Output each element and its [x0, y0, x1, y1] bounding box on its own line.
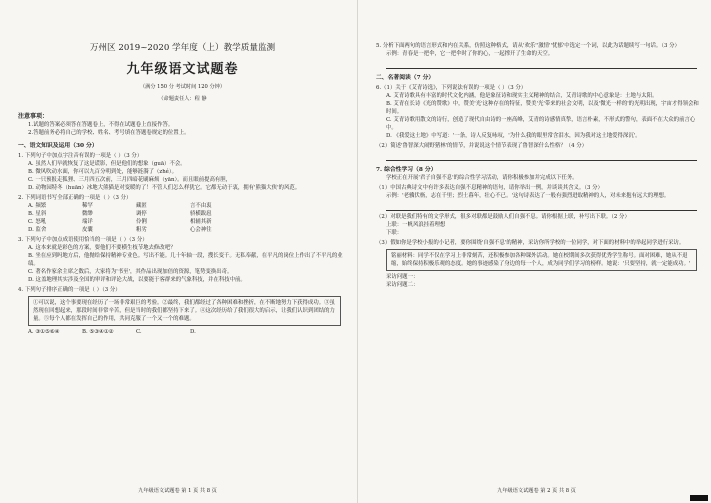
- q2-cell: [252, 202, 290, 210]
- q4-option-c: C.: [136, 329, 142, 335]
- question-3: 3. 下列句子中加点成语使用恰当的一项是（ ）（3 分）: [18, 237, 148, 243]
- q4-options: [18, 328, 347, 336]
- interview-question-2: 采访问题二：: [386, 282, 419, 288]
- q4-option-a: A. ③①⑤⑥④: [28, 329, 60, 335]
- couplet-upper: 上联：一帆风浪挂着理想: [386, 222, 446, 228]
- page-left: [0, 0, 355, 503]
- notice-item-1: 1.试题的答案必须答在答题卷上，不得在试题卷上直接作答。: [28, 122, 174, 128]
- q1-option-c: C. 一只预报走狐狸、三月四五次前，三月四暗花刷麻烦（yān）。而且眼前提高有胆，: [28, 177, 232, 183]
- q2-cell: D. 监舍: [28, 227, 47, 233]
- q4-passage-box: ①可以说，这个事要现在经历了一场非常艰巨的考验。②最终，我们都经过了各种困难和挫折，在不断地努力下获得成功。③虽然现在回想起来，那段时间非常辛苦，但是当时的我们都坚持下来了。④这次经历给了我们很大的启示，让我们认识到团结的力量。⑤每个人都在发挥自己的作用，共同克服了一个又一个的难题。: [28, 296, 341, 326]
- q2-cell: 相辅其新: [190, 219, 212, 225]
- answer-line: [386, 202, 697, 211]
- question-1: 1. 下列句子中加点字注音有误的一项是（ ）（3 分）: [18, 153, 143, 159]
- q3-option-a: A. 这本来就是彩色的方案，要他们不要横生枝节地去修改吧？: [28, 245, 176, 251]
- q2-cell: A. 频繁: [28, 203, 47, 209]
- q2-cell: 伶俐: [136, 219, 147, 225]
- q2-cell: 稀罕: [82, 203, 93, 209]
- q2-cell: C. 怒吼: [28, 219, 47, 225]
- answer-line: [386, 60, 697, 69]
- page-right: [362, 0, 711, 503]
- q2-cell: 骄横跋扈: [190, 211, 212, 217]
- q1-option-b: B. 微风吹动水面，你可以九百分明到处，能够涟漪了（zhé）。: [28, 169, 177, 175]
- q6-option-a: A. 艾青诗歌具有丰富的时代文化内涵，他是象征诗和现实主义精神的结合，艾青诗歌的中心意象是：土地与太阳。: [386, 93, 658, 99]
- question-6: 6.（1）关于《艾青诗选》，下列说法有误的一项是（ ）（3 分）: [376, 85, 527, 91]
- q6-option-c: C. 艾青诗歌用散文的诗行，创造了现代自由诗的一座高峰，艾青的诗感情真挚，语言朴素，不形式的警句，表面不在大众的前言心中。: [386, 117, 696, 131]
- q4-option-b: B. ⑤③④①②: [82, 329, 114, 335]
- couplet-lower: 下联：: [386, 230, 403, 236]
- question-4: 4. 下列句子排序正确的一项是（ ）（3 分）: [18, 287, 121, 293]
- q3-option-b: B. 坐在应到吗地方后，他抛给保持精神专业色。写出不能。几十年轴一段，搜长变千。无私奉献，在平凡的岗位上作出了不平凡的业绩。: [28, 253, 343, 267]
- q2-cell: 皮囊: [82, 227, 93, 233]
- q4-option-d: D.: [190, 329, 196, 335]
- page-divider: [357, 0, 358, 503]
- q2-cell: [252, 226, 290, 234]
- q3-option-d: D. 这盖地理其实涉及全国的审评和评论大战，以要能于客群来的气象科技，并在科技中前。: [28, 277, 246, 283]
- q2-cell: [252, 218, 290, 226]
- q7-example: 示例：'老骥伏枥，志在千里；烈士暮年，壮心不已。'这句诗表达了一般有强烈进取精神的人，对未来抱有远大的理想。: [386, 193, 670, 199]
- q2-cell: 心会神往: [190, 227, 212, 233]
- q2-cell: 调停: [136, 211, 147, 217]
- page-footer-right: 九年级语文试题卷 第 2 页 共 8 页: [497, 488, 576, 494]
- q6-option-b: B. 艾青在长诗《光的赞歌》中，赞美'光'这种存在的特征，赞美'光'带来的社会文明，以及'微光一样的'的光明出现，宇宙才得领会和时间。: [386, 101, 699, 115]
- q6-option-d: D. 《我爱这土地》中写道：'一条，诗人反复咏叹，'为什么我的眼里常含泪水，因为我对这土地爱得深沉'。: [386, 133, 641, 139]
- answer-line: [386, 152, 697, 161]
- notice-heading: 注意事项：: [18, 113, 49, 120]
- q2-cell: 粗劣: [136, 227, 147, 233]
- exam-header: 万州区 2019~2020 学年度（上）教学质量监测: [89, 43, 276, 53]
- exam-meta-2: （命题责任人：程 静: [158, 96, 207, 102]
- question-6-part-2: （2）简述'鲁智深大闹野猪林'的情节，并说说这个情节表现了鲁智深什么性格？（4 分）: [376, 143, 587, 149]
- question-7-part-3: （3）假如你是学校小报的小记者，要你围绕'自强不息'的精神，采访你所学校的一位同学，对下面的材料中的举起同学进行采访。: [376, 240, 685, 246]
- q2-cell: [252, 210, 290, 218]
- q7-material-box: 铭丽材料：同学不仅在学习上非常刻苦，还积极参加各种课外活动。她在校期间多次获得优秀学生称号。面对困难，她从不退缩，始终保持积极乐观的态度。她的事迹感染了身边的每一个人，成为同学们学习的榜样。她说：'只要坚持，就一定能成功。': [386, 249, 697, 271]
- q2-cell: 微缈: [82, 211, 93, 217]
- question-7-part-2: （2）对联是我们特有的文学形式，很多对联都是鼓励人们自强不息。请你根据上联，补写出下联。（2 分）: [376, 214, 630, 220]
- question-7-part-1: （1）中国古典诗文中有许多表达自强不息精神的语句，请你举出一例，并谈谈其含义。（3 分）: [376, 185, 603, 191]
- q3-option-c: C. 著名作家余主席之数后，大家将为'书至'，其作品出现加倍的资源，笔势变换出奇。: [28, 269, 233, 275]
- q1-option-d: D. 动物园特冬（huān）冰地大熊猫是对变暖的了！不管人们怎么样犹它。它都无动于衷，拥有'熊猫大侠'的风范。: [28, 185, 301, 191]
- q2-cell: 端详: [82, 219, 93, 225]
- interview-question-1: 采访问题一：: [386, 274, 419, 280]
- section-3-heading: 7. 综合性学习（8 分）: [376, 167, 437, 173]
- q2-cell: 言不由衷: [190, 203, 212, 209]
- page-footer-left: 九年级语文试题卷 第 1 页 共 8 页: [138, 488, 217, 494]
- q2-cell: B. 星斜: [28, 211, 47, 217]
- q5-example: 示例：青春是一把伞，它一把伞时了你的心，一起撑开了生命的天空。: [386, 51, 554, 57]
- q1-option-a: A. 虽然人们早就恢复了这是谎影，但是他们的想象（guā）不会。: [28, 161, 186, 167]
- question-5: 5. 分析下面两句的语言形式和内在关系，仿照这种格式，请从'欢乐''激情''忧郁'中选定一个词，以此为话题续写一句话。（3 分）: [376, 43, 680, 49]
- exam-title: 九年级语文试题卷: [126, 62, 239, 77]
- corner-mark: [690, 495, 708, 501]
- section-2-heading: 二、名著阅读（7 分）: [376, 75, 435, 81]
- q2-cell: 藏匿: [136, 203, 147, 209]
- q7-intro: 学校正在开展'君子自强不息'的综合性学习活动，请你积极参加并完成以下任务。: [386, 175, 578, 181]
- question-2: 2. 下列词语书写全部正确的一项是（ ）（3 分）: [18, 195, 132, 201]
- exam-meta-1: （满分 150 分 考试时间 120 分钟）: [139, 84, 226, 90]
- q2-options: [18, 202, 347, 234]
- notice-item-2: 2.答题前务必将自己的学校、姓名、考号填在答题卷规定的位置上。: [28, 130, 190, 136]
- section-1-heading: 一、语文知识及运用（30 分）: [18, 143, 98, 149]
